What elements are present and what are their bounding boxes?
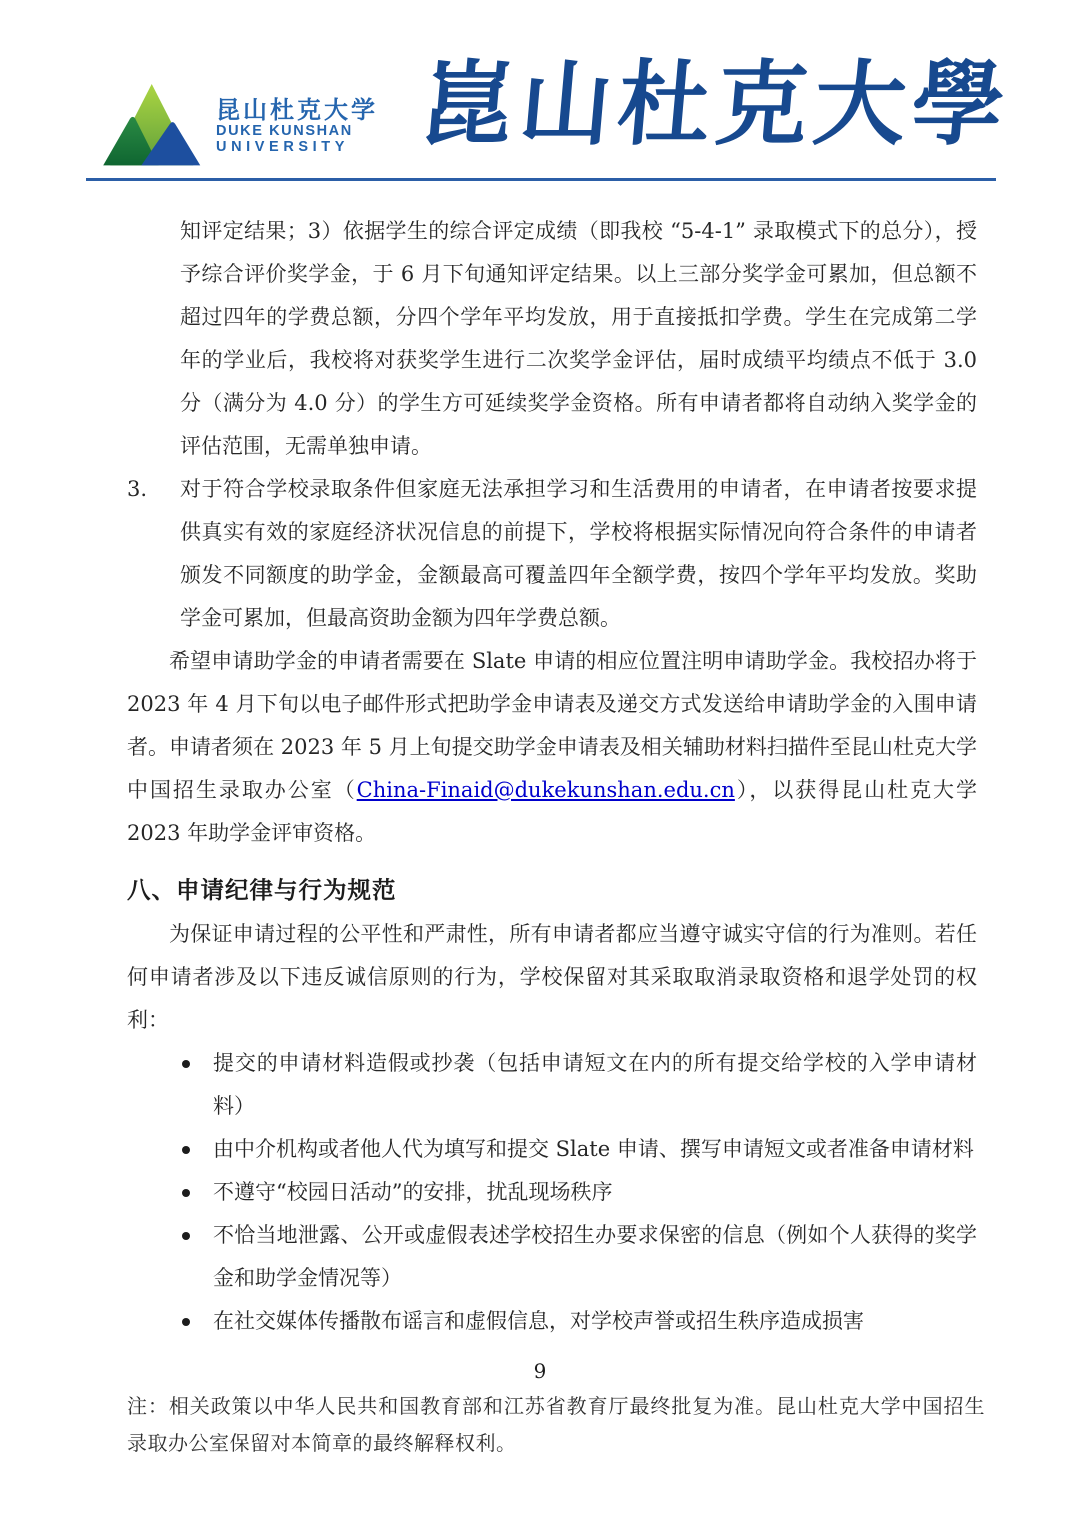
bullet-dot-icon <box>180 1300 213 1343</box>
list-item <box>180 1128 977 1171</box>
bullet-dot-icon <box>180 1171 213 1214</box>
list-item <box>180 1300 977 1343</box>
bullet-text: 不恰当地泄露、公开或虚假表述学校招生办要求保密的信息（例如个人获得的奖学金和助学金情况等） <box>213 1223 977 1290</box>
paragraph-scholarship-continuation: 知评定结果；3）依据学生的综合评定成绩（即我校 “5-4-1” 录取模式下的总分），授予综合评价奖学金，于 6 月下旬通知评定结果。以上三部分奖学金可累加，但总额不超过四年的学费总额，分四个学年平均发放，用于直接抵扣学费。学生在完成第二学年的学业后，我校将对获奖学生进行二次奖学金评估，届时成绩平均绩点不低于 3.0 分（满分为 4.0 分）的学生方可延续奖学金资格。所有申请者都将自动纳入奖学金的评估范围，无需单独申请。 <box>180 219 977 458</box>
financial-aid-text-before: 希望申请助学金的申请者需要在 Slate 申请的相应位置注明申请助学金。我校招办将于 2023 年 4 月下旬以电子邮件形式把助学金申请表及递交方式发送给申请助学金的入围申请者。申请者须在 2023 年 5 月上旬提交助学金申请表及相关辅助材料扫描件至昆山杜克大学中国招生录取办公室（ <box>127 649 977 802</box>
list-item <box>180 1214 977 1300</box>
calligraphy-title: 崑山杜克大學 <box>417 50 1015 158</box>
bullet-dot-icon <box>180 1128 213 1171</box>
footer-note: 注：相关政策以中华人民共和国教育部和江苏省教育厅最终批复为准。昆山杜克大学中国招生录取办公室保留对本简章的最终解释权利。 <box>127 1396 985 1455</box>
bullet-text: 提交的申请材料造假或抄袭（包括申请短文在内的所有提交给学校的入学申请材料） <box>213 1051 977 1118</box>
page-number: 9 <box>533 1359 547 1383</box>
paragraph-financial-aid <box>127 640 977 855</box>
logo-english-name-line1: DUKE KUNSHAN <box>216 123 353 140</box>
paragraph-discipline-intro: 为保证申请过程的公平性和严肃性，所有申请者都应当遵守诚实守信的行为准则。若任何申请者涉及以下违反诚信原则的行为，学校保留对其采取取消录取资格和退学处罚的权利： <box>127 922 977 1032</box>
list-item <box>180 1042 977 1128</box>
financial-aid-text-after: ），以获得昆山杜克大学 2023 年助学金评审资格。 <box>127 778 978 845</box>
logo-chinese-name: 昆山杜克大学 <box>216 95 378 125</box>
page-header <box>0 0 1080 172</box>
logo-wordmark <box>216 97 378 155</box>
document-body <box>127 181 977 1343</box>
bullet-dot-icon <box>180 1042 213 1128</box>
discipline-bullet-list <box>180 1042 977 1343</box>
list-item-number: 3. <box>127 477 148 501</box>
list-item-3 <box>127 468 977 640</box>
list-item <box>180 1171 977 1214</box>
logo-english-name-line2: UNIVERSITY <box>216 138 350 155</box>
bullet-text: 在社交媒体传播散布谣言和虚假信息，对学校声誉或招生秩序造成损害 <box>213 1309 864 1333</box>
list-item-text: 对于符合学校录取条件但家庭无法承担学习和生活费用的申请者，在申请者按要求提供真实有效的家庭经济状况信息的前提下，学校将根据实际情况向符合条件的申请者颁发不同额度的助学金，金额最高可覆盖四年全额学费，按四个学年平均发放。奖助学金可累加，但最高资助金额为四年学费总额。 <box>180 477 977 630</box>
bullet-text: 不遵守“校园日活动”的安排，扰乱现场秩序 <box>213 1180 613 1204</box>
university-logo <box>98 76 378 176</box>
section-heading-discipline: 八、申请纪律与行为规范 <box>127 877 397 903</box>
bullet-dot-icon <box>180 1214 213 1300</box>
finaid-email-link[interactable]: China-Finaid@dukekunshan.edu.cn <box>356 778 735 802</box>
mountain-logo-icon <box>98 76 202 176</box>
bullet-text: 由中介机构或者他人代为填写和提交 Slate 申请、撰写申请短文或者准备申请材料 <box>213 1137 974 1161</box>
